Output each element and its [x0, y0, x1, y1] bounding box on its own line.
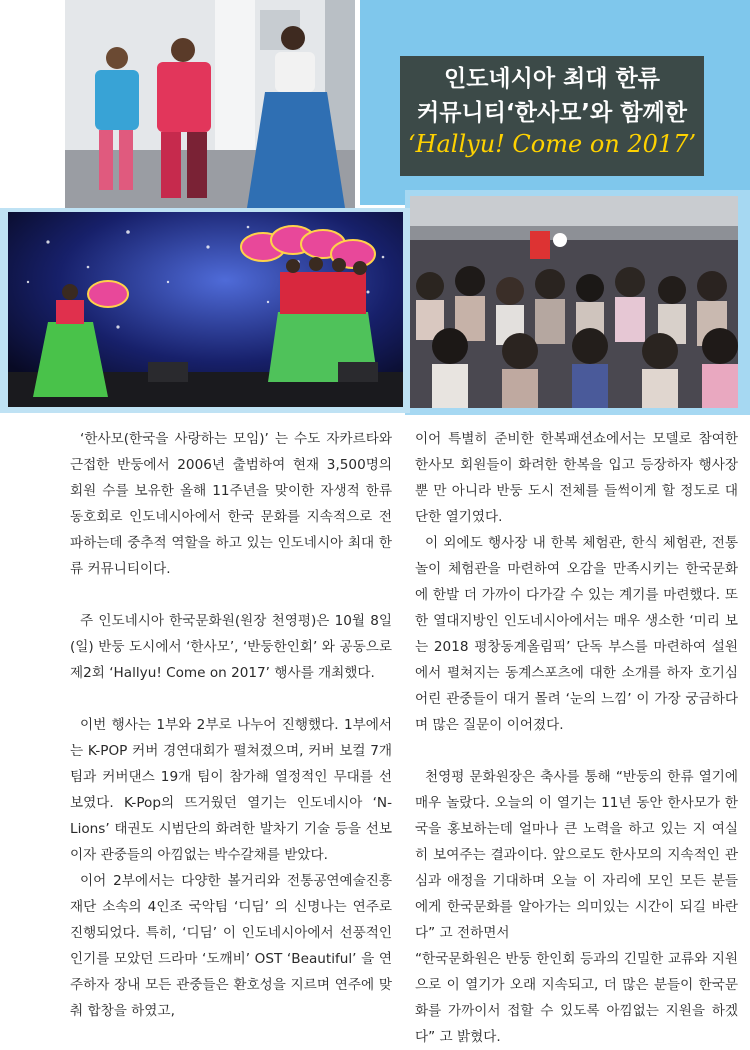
article-paragraph: 이어 2부에서는 다양한 볼거리와 전통공연예술진흥재단 소속의 4인조 국악팀 ‘디딤’ 의 신명나는 연주로 진행되었다. 특히, ‘디딤’ 이 인도네시아에서 선풍적인 인기를 모았던 드라마 ‘도깨비’ OST ‘Beautiful’ 을 연주하자 장내 모든 관중들은 환호성을 지르며 연주에 맞춰 합창을 하였고,: [70, 873, 392, 1019]
article-paragraph: 천영평 문화원장은 축사를 통해 “반둥의 한류 열기에 매우 놀랐다. 오늘의 이 열기는 11년 동안 한사모가 한국을 홍보하는데 얼마나 큰 노력을 하고 있는 지 여실히 보여주는 결과이다. 앞으로도 한사모의 지속적인 관심과 애정을 기대하며 오늘 이 자리에 모인 모든 분들에게 한국문화를 알아가는 의미있는 시간이 되길 바란다” 고 전하면서: [415, 769, 738, 941]
article-paragraph: 주 인도네시아 한국문화원(원장 천영평)은 10월 8일(일) 반둥 도시에서 ‘한사모’, ‘반둥한인회’ 와 공동으로 제2회 ‘Hallyu! Come on 2017’ 행사를 개최했다.: [70, 613, 392, 681]
article-paragraph: ‘한사모(한국을 사랑하는 모임)’ 는 수도 자카르타와 근접한 반둥에서 2006년 출범하여 현재 3,500명의 회원 수를 보유한 올해 11주년을 맞이한 자생적 한류 동호회로 인도네시아에서 한국 문화를 지속적으로 전파하는데 중추적 역할을 하고 있는 인도네시아 최대 한류 커뮤니티이다.: [70, 431, 392, 577]
audience-crowd-photo: [410, 196, 738, 408]
article-column-left: [70, 426, 392, 1024]
article-paragraph: 이 외에도 행사장 내 한복 체험관, 한식 체험관, 전통놀이 체험관을 마련하여 오감을 만족시키는 한국문화에 한발 더 가까이 다가갈 수 있는 계기를 마련했다. 또한 열대지방인 인도네시아에서는 매우 생소한 ‘미리 보는 2018 평창동계올림픽’ 단독 부스를 마련하여 설원에서 펼쳐지는 동계스포츠에 대한 소개를 하자 호기심어린 관중들이 대거 몰려 ‘눈의 느낌’ 이 가장 궁금하다며 많은 질문이 이어졌다.: [415, 535, 738, 733]
fan-dance-performance-photo: [8, 212, 403, 407]
article-paragraph: 이번 행사는 1부와 2부로 나누어 진행했다. 1부에서는 K-POP 커버 경연대회가 펼쳐졌으며, 커버 보컬 7개 팀과 커버댄스 19개 팀이 참가해 열정적인 무대를 선보였다. K-Pop의 뜨거웠던 열기는 인도네시아 ‘N-Lions’ 태권도 시범단의 화려한 발차기 기술 등을 선보이자 관중들의 아낌없는 박수갈채를 받았다.: [70, 717, 392, 863]
article-paragraph: 이어 특별히 준비한 한복패션쇼에서는 모델로 참여한 한사모 회원들이 화려한 한복을 입고 등장하자 행사장 뿐 만 아니라 반둥 도시 전체를 들썩이게 할 정도로 대단한 열기였다.: [415, 431, 738, 525]
headline-event-name: ‘Hallyu! Come on 2017’: [407, 130, 697, 158]
photo-banner: [0, 0, 750, 410]
headline-box: [400, 56, 704, 176]
article-paragraph: “한국문화원은 반둥 한인회 등과의 긴밀한 교류와 지원으로 이 열기가 오래 지속되고, 더 많은 분들이 한국문화를 가까이서 접할 수 있도록 아낌없는 지원을 하겠다” 고 밝혔다.: [415, 951, 738, 1045]
article-column-right: [415, 426, 738, 1050]
hanbok-fashion-show-photo: [65, 0, 355, 208]
headline-line-2: 커뮤니티‘한사모’와 함께한: [417, 100, 687, 126]
headline-line-1: 인도네시아 최대 한류: [444, 66, 660, 92]
